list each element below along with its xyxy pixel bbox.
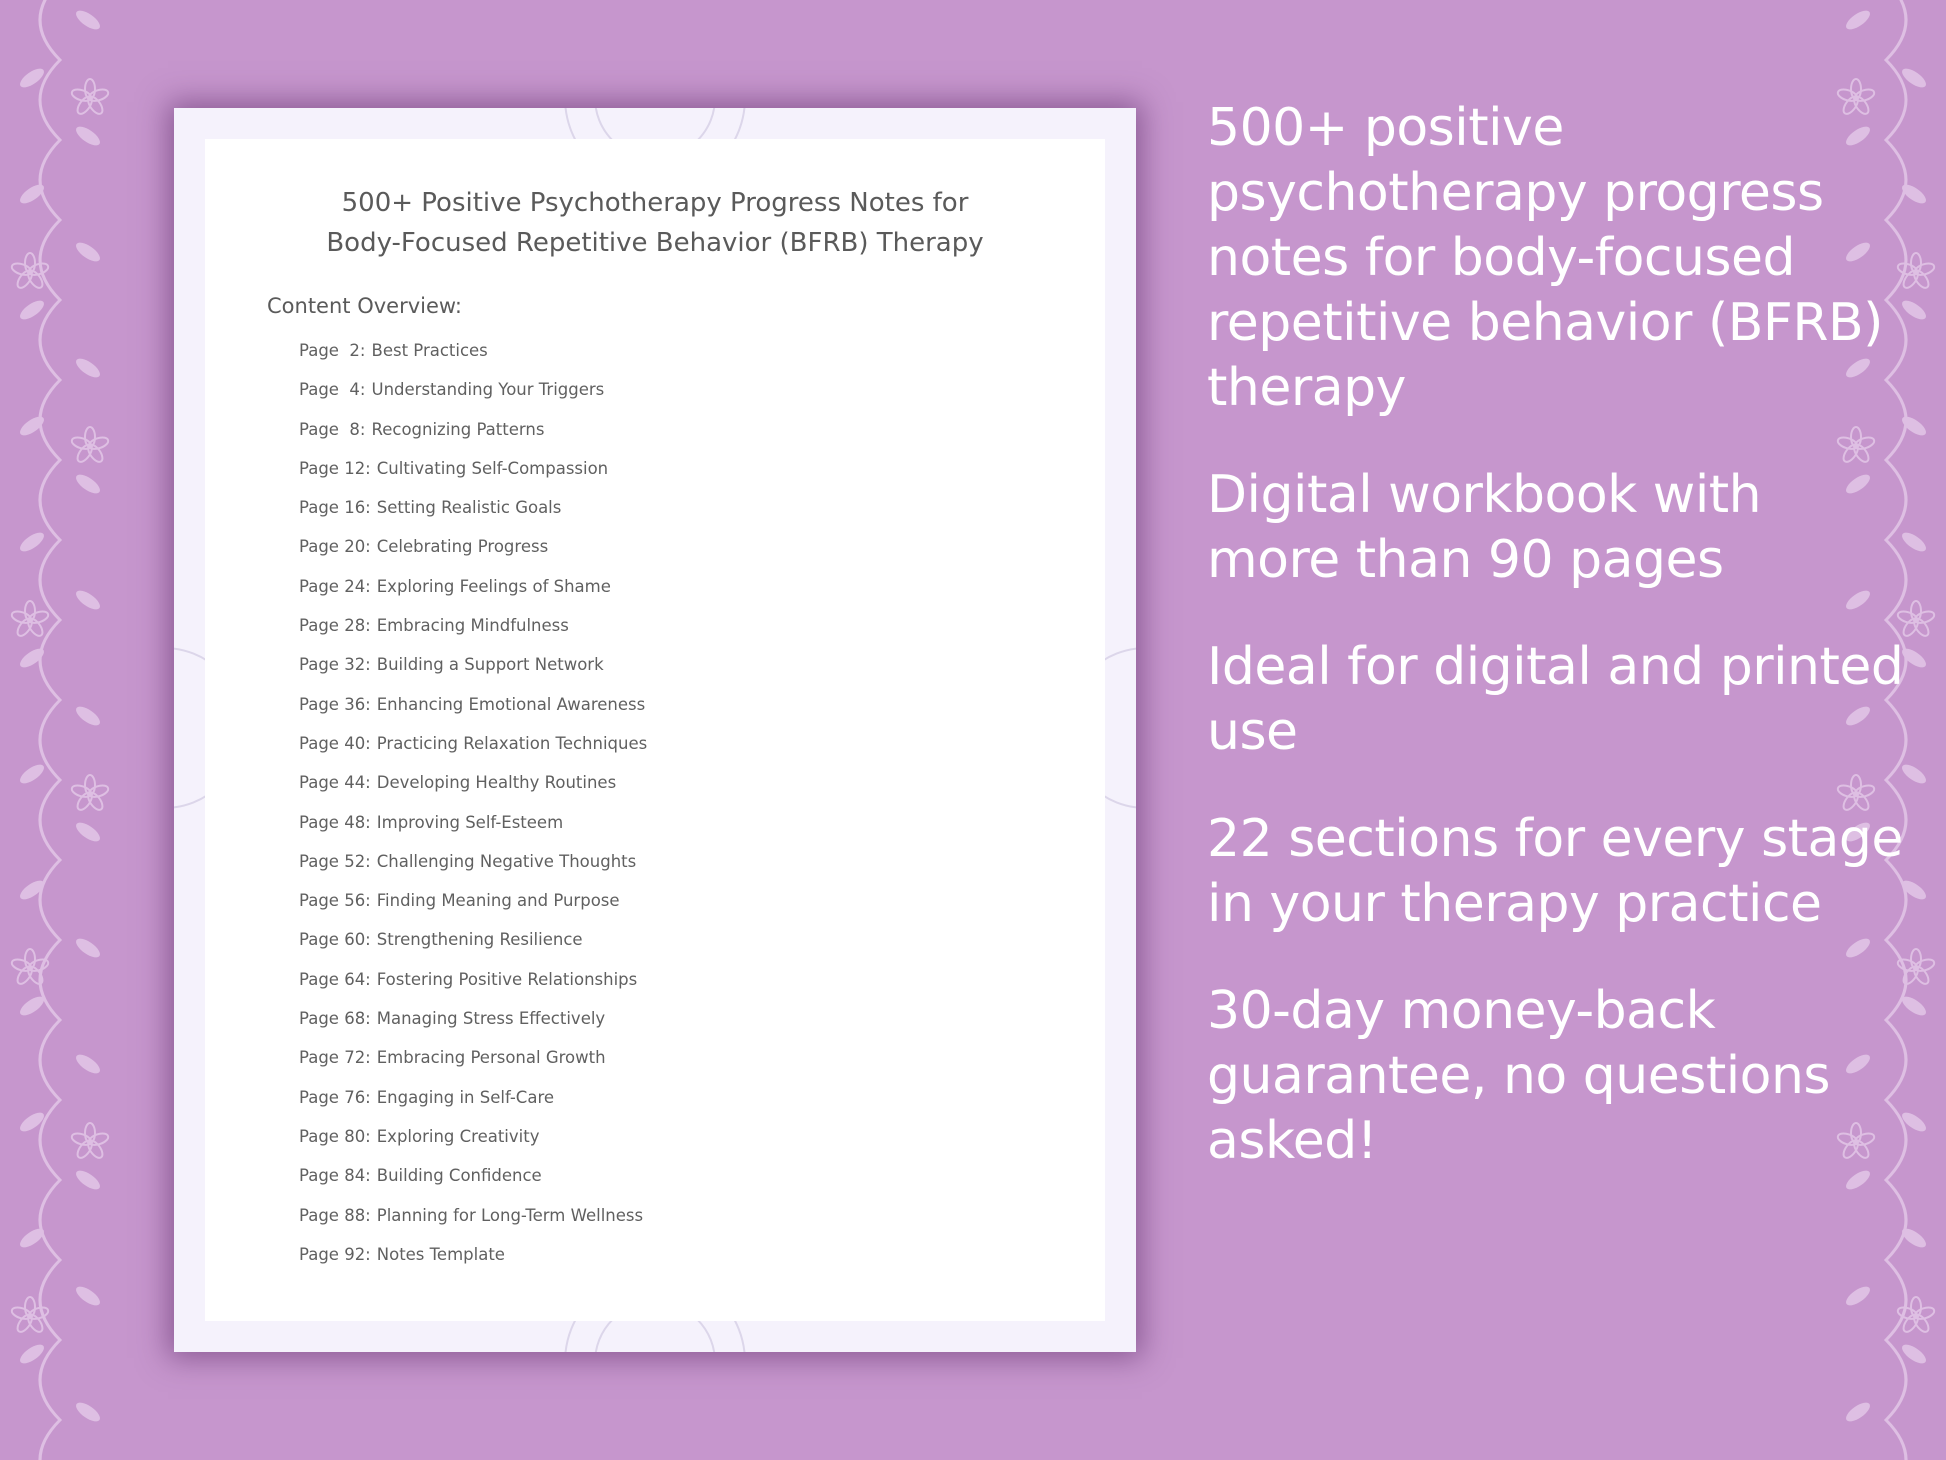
toc-page-number: Page 16: (299, 498, 371, 518)
toc-page-number: Page 60: (299, 930, 371, 950)
toc-item (299, 810, 647, 849)
toc-section-title: Managing Stress Effectively (376, 1009, 606, 1029)
feature-text: 22 sections for every stage in your therapy practice (1207, 809, 1903, 934)
toc-page-number: Page 48: (299, 812, 371, 832)
toc-page-number: Page 8: (299, 419, 366, 439)
toc-page-number: Page 20: (299, 537, 371, 557)
feature-list (1207, 96, 1907, 1174)
feature-text: Digital workbook with more than 90 pages (1207, 465, 1762, 590)
toc-item (299, 338, 647, 377)
toc-page-number: Page 68: (299, 1009, 371, 1029)
toc-section-title: Understanding Your Triggers (371, 380, 605, 400)
toc-item (299, 1163, 647, 1202)
toc-item (299, 495, 647, 534)
workbook-title-line-1: 500+ Positive Psychotherapy Progress Notes for (341, 188, 969, 218)
toc-page-number: Page 44: (299, 773, 371, 793)
toc-item (299, 652, 647, 691)
feature-text: Ideal for digital and printed use (1207, 637, 1904, 762)
toc-page-number: Page 92: (299, 1244, 371, 1264)
toc-page-number: Page 12: (299, 458, 371, 478)
toc-item (299, 967, 647, 1006)
toc-page-number: Page 28: (299, 616, 371, 636)
toc-section-title: Planning for Long-Term Wellness (376, 1205, 644, 1225)
workbook-title-line-2: Body-Focused Repetitive Behavior (BFRB) Therapy (326, 228, 984, 258)
toc-section-title: Improving Self-Esteem (376, 812, 564, 832)
toc-section-title: Recognizing Patterns (371, 419, 545, 439)
toc-item (299, 417, 647, 456)
toc-section-title: Finding Meaning and Purpose (376, 891, 620, 911)
toc-page-number: Page 2: (299, 341, 366, 360)
toc-item (299, 1045, 647, 1084)
workbook-page-preview (174, 108, 1136, 1352)
toc-page-number: Page 76: (299, 1087, 371, 1107)
workbook-page-content (205, 139, 1105, 1321)
toc-section-title: Embracing Mindfulness (376, 616, 569, 636)
toc-page-number: Page 36: (299, 694, 371, 714)
toc-item (299, 927, 647, 966)
toc-page-number: Page 88: (299, 1205, 371, 1225)
toc-section-title: Enhancing Emotional Awareness (376, 694, 646, 714)
toc-section-title: Best Practices (371, 341, 488, 360)
toc-item (299, 377, 647, 416)
toc-item (299, 731, 647, 770)
toc-page-number: Page 64: (299, 969, 371, 989)
feature-text: 500+ positive psychotherapy progress notes for body-focused repetitive behavior (BFRB) therapy (1207, 98, 1883, 418)
toc-item (299, 1203, 647, 1242)
toc-section-title: Challenging Negative Thoughts (376, 851, 637, 871)
toc-item (299, 770, 647, 809)
toc-section-title: Engaging in Self-Care (376, 1087, 555, 1107)
toc-item (299, 1006, 647, 1045)
content-overview-heading: Content Overview: (267, 294, 462, 318)
toc-item (299, 692, 647, 731)
table-of-contents (299, 338, 647, 1281)
toc-item (299, 888, 647, 927)
toc-item (299, 613, 647, 652)
toc-section-title: Exploring Creativity (376, 1126, 540, 1146)
toc-item (299, 574, 647, 613)
toc-page-number: Page 32: (299, 655, 371, 675)
toc-section-title: Celebrating Progress (376, 537, 549, 557)
toc-section-title: Cultivating Self-Compassion (376, 458, 609, 478)
toc-section-title: Embracing Personal Growth (376, 1048, 606, 1068)
toc-page-number: Page 4: (299, 380, 366, 400)
toc-item (299, 1085, 647, 1124)
toc-section-title: Notes Template (376, 1244, 505, 1264)
toc-page-number: Page 40: (299, 733, 371, 753)
toc-page-number: Page 72: (299, 1048, 371, 1068)
floral-vine-decoration-left (0, 0, 140, 1460)
toc-section-title: Exploring Feelings of Shame (376, 576, 611, 596)
toc-item (299, 1242, 647, 1281)
toc-page-number: Page 52: (299, 851, 371, 871)
toc-section-title: Fostering Positive Relationships (376, 969, 638, 989)
toc-page-number: Page 56: (299, 891, 371, 911)
toc-section-title: Practicing Relaxation Techniques (376, 733, 648, 753)
toc-page-number: Page 84: (299, 1166, 371, 1186)
toc-item (299, 849, 647, 888)
toc-page-number: Page 80: (299, 1126, 371, 1146)
feature-text: 30-day money-back guarantee, no questions asked! (1207, 981, 1831, 1171)
toc-section-title: Building Confidence (376, 1166, 542, 1186)
toc-section-title: Building a Support Network (376, 655, 604, 675)
toc-section-title: Setting Realistic Goals (376, 498, 562, 518)
toc-item (299, 1124, 647, 1163)
toc-item (299, 534, 647, 573)
toc-section-title: Strengthening Resilience (376, 930, 583, 950)
toc-section-title: Developing Healthy Routines (376, 773, 617, 793)
workbook-title (205, 183, 1105, 263)
toc-page-number: Page 24: (299, 576, 371, 596)
toc-item (299, 456, 647, 495)
